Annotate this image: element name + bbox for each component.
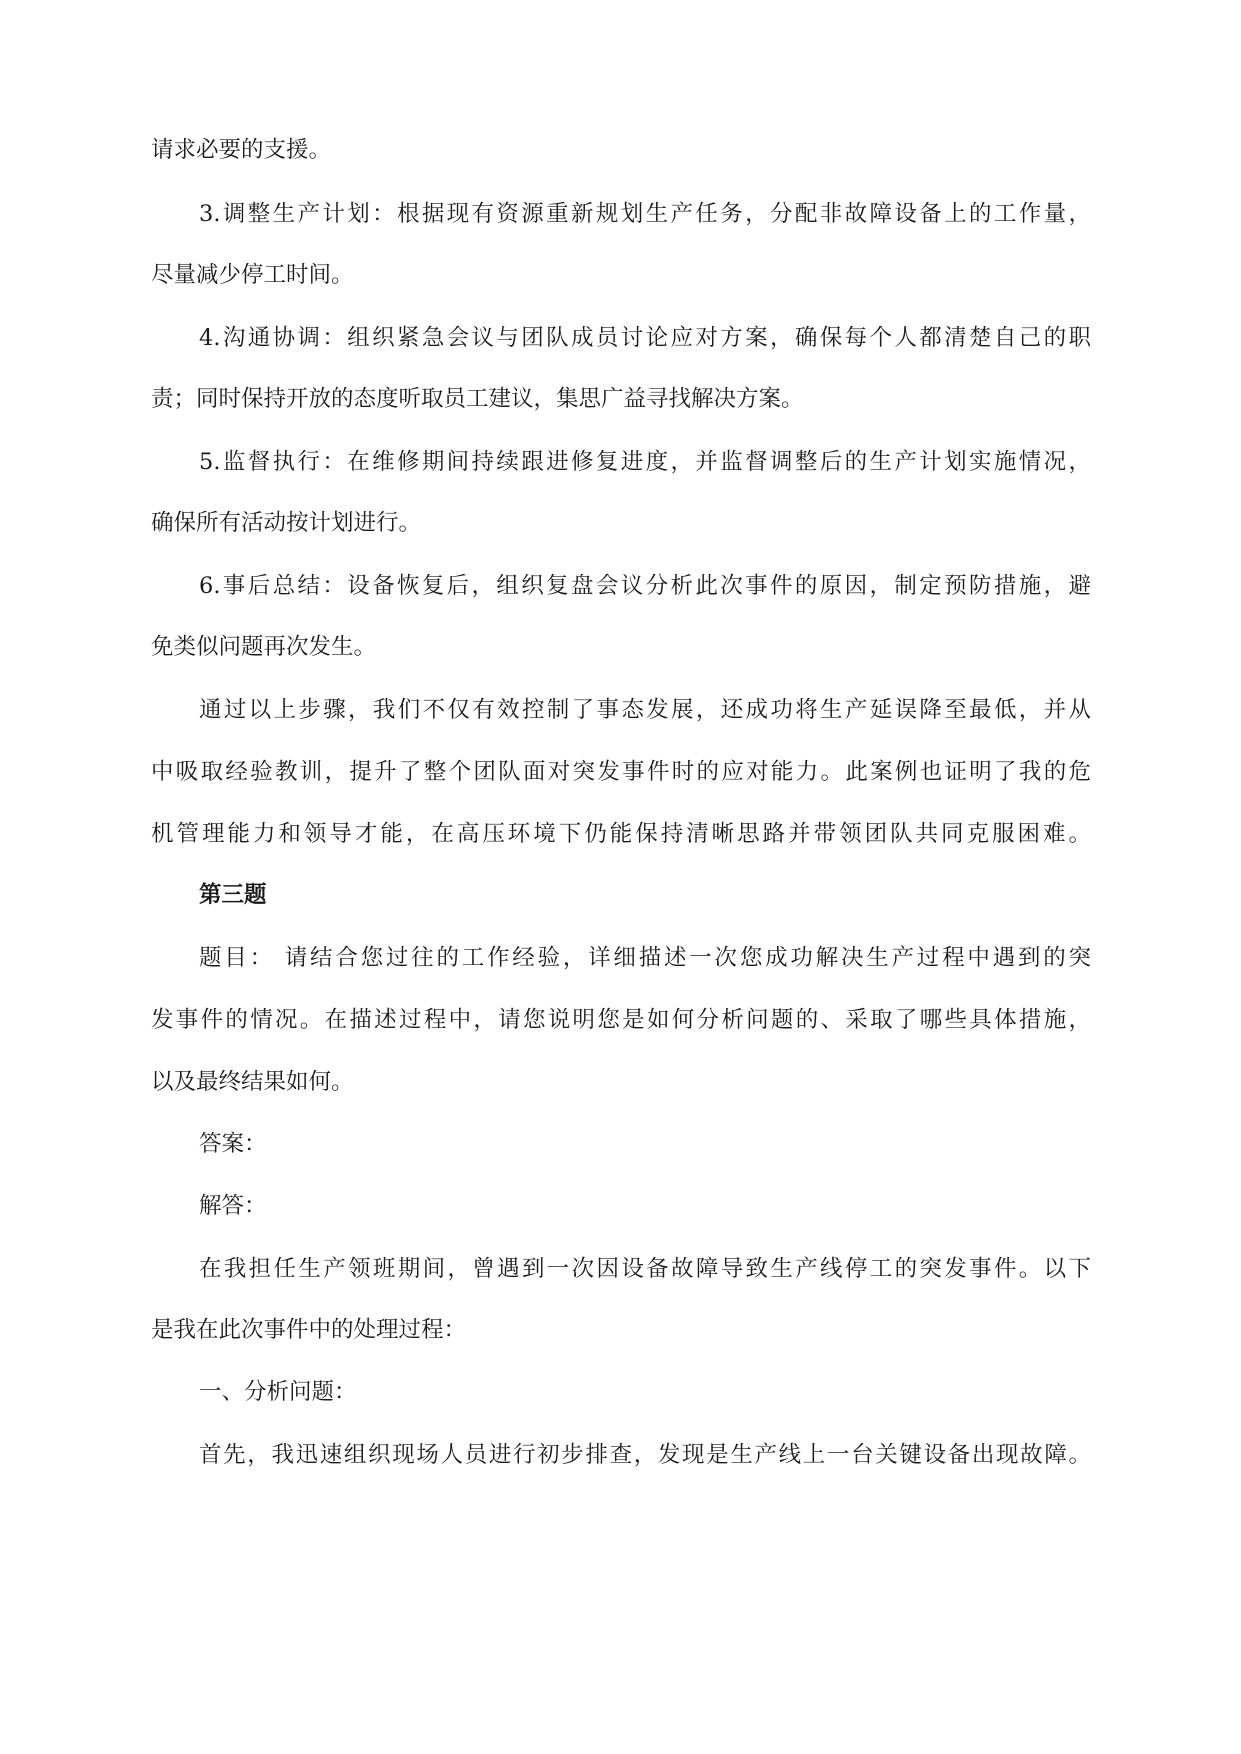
question-line-1: 题目： 请结合您过往的工作经验，详细描述一次您成功解决生产过程中遇到的突 xyxy=(199,945,1091,971)
step-5-line-2: 确保所有活动按计划进行。 xyxy=(151,510,422,536)
analysis-line-1: 首先，我迅速组织现场人员进行初步排查，发现是生产线上一台关键设备出现故障。 xyxy=(199,1442,1091,1468)
solution-line-1: 在我担任生产领班期间，曾遇到一次因设备故障导致生产线停工的突发事件。以下 xyxy=(199,1256,1091,1282)
solution-label: 解答： xyxy=(199,1193,267,1219)
summary-line-1: 通过以上步骤，我们不仅有效控制了事态发展，还成功将生产延误降至最低，并从 xyxy=(199,697,1091,723)
step-6-line-1: 6.事后总结：设备恢复后，组织复盘会议分析此次事件的原因，制定预防措施，避 xyxy=(199,573,1091,599)
step-5-line-1: 5.监督执行：在维修期间持续跟进修复进度，并监督调整后的生产计划实施情况， xyxy=(199,449,1091,475)
question-line-2: 发事件的情况。在描述过程中，请您说明您是如何分析问题的、采取了哪些具体措施， xyxy=(151,1007,1091,1033)
paragraph-line: 请求必要的支援。 xyxy=(151,137,332,163)
step-6-line-2: 免类似问题再次发生。 xyxy=(151,634,377,660)
section-heading: 第三题 xyxy=(199,882,267,908)
subheading-analysis: 一、分析问题： xyxy=(199,1379,357,1405)
answer-label: 答案： xyxy=(199,1131,267,1157)
summary-line-3: 机管理能力和领导才能，在高压环境下仍能保持清晰思路并带领团队共同克服困难。 xyxy=(151,821,1091,847)
step-4-line-1: 4.沟通协调：组织紧急会议与团队成员讨论应对方案，确保每个人都清楚自己的职 xyxy=(199,325,1091,351)
step-3-line-2: 尽量减少停工时间。 xyxy=(151,262,354,288)
question-line-3: 以及最终结果如何。 xyxy=(151,1069,354,1095)
step-4-line-2: 责；同时保持开放的态度听取员工建议，集思广益寻找解决方案。 xyxy=(151,386,804,412)
solution-line-2: 是我在此次事件中的处理过程： xyxy=(151,1317,467,1343)
step-3-line-1: 3.调整生产计划：根据现有资源重新规划生产任务，分配非故障设备上的工作量， xyxy=(199,201,1091,227)
summary-line-2: 中吸取经验教训，提升了整个团队面对突发事件时的应对能力。此案例也证明了我的危 xyxy=(151,759,1091,785)
